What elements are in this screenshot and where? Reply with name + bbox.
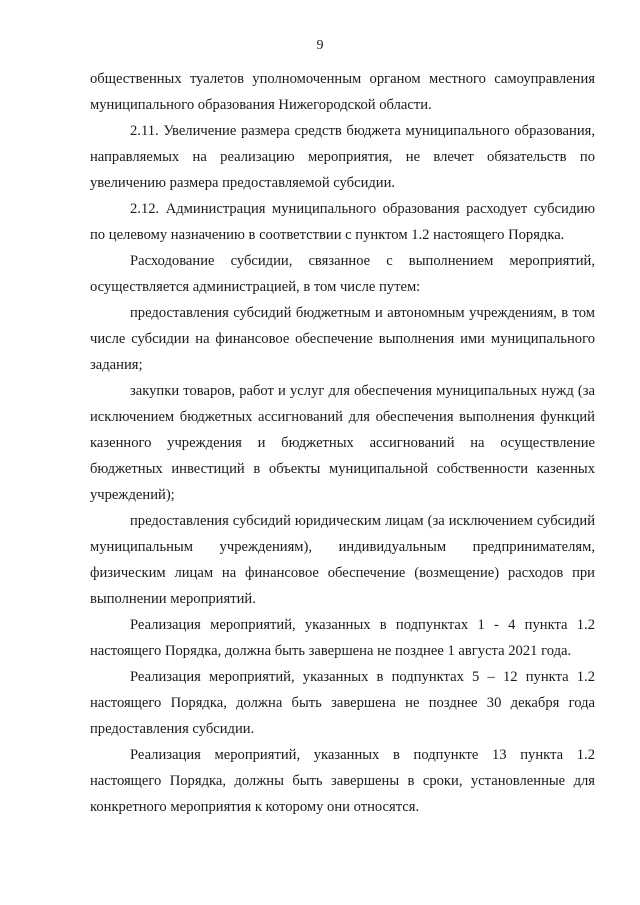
paragraph-clause-2-12: 2.12. Администрация муниципального образования расходует субсидию по целевому назначению в соответствии с пунктом 1.2 настоящего Порядка. [90,201,595,243]
document-body [90,66,595,820]
paragraph-continuation: общественных туалетов уполномоченным органом местного самоуправления муниципального образования Нижегородской области. [90,71,595,113]
paragraph-clause-2-11: 2.11. Увеличение размера средств бюджета муниципального образования, направляемых на реализацию мероприятия, не влечет обязательств по увеличению размера предоставляемой субсидии. [90,123,595,191]
paragraph-subsidies-institutions: предоставления субсидий бюджетным и автономным учреждениям, в том числе субсидии на финансовое обеспечение выполнения ими муниципального задания; [90,305,595,373]
paragraph-subsidies-legal-entities: предоставления субсидий юридическим лицам (за исключением субсидий муниципальным учреждениям), индивидуальным предпринимателям, физическим лицам на финансовое обеспечение (возмещение) расходов при выполнении мероприятий. [90,513,595,607]
page-number: 9 [316,38,324,53]
paragraph-deadline-13: Реализация мероприятий, указанных в подпункте 13 пункта 1.2 настоящего Порядка, должны быть завершены в сроки, установленные для конкретного мероприятия к которому они относятся. [90,747,595,815]
paragraph-deadline-1-4: Реализация мероприятий, указанных в подпунктах 1 - 4 пункта 1.2 настоящего Порядка, должна быть завершена не позднее 1 августа 2021 года. [90,617,595,659]
paragraph-subsidy-spending: Расходование субсидии, связанное с выполнением мероприятий, осуществляется администрацией, в том числе путем: [90,253,595,295]
paragraph-procurement: закупки товаров, работ и услуг для обеспечения муниципальных нужд (за исключением бюджетных ассигнований для обеспечения выполнения функций казенного учреждения и бюджетных ассигнований на осуществление бюджетных инвестиций в объекты муниципальной собственности казенных учреждений); [90,383,595,503]
paragraph-deadline-5-12: Реализация мероприятий, указанных в подпунктах 5 – 12 пункта 1.2 настоящего Порядка, должна быть завершена не позднее 30 декабря года предоставления субсидии. [90,669,595,737]
